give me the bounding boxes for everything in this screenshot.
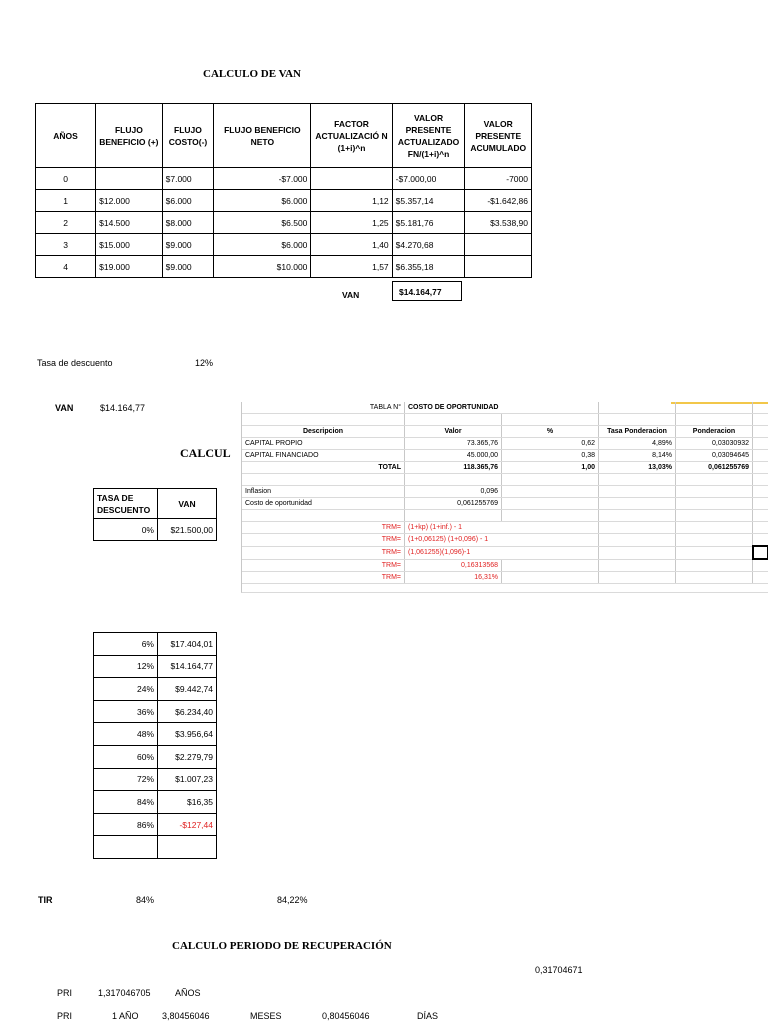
trm-value: (1+0,06125) (1+0,096) - 1	[405, 534, 599, 547]
trm-label: TRM=	[242, 534, 405, 547]
van2-label: VAN	[55, 403, 74, 413]
cell: $5.357,14	[392, 190, 465, 212]
cell: -$7.000	[214, 168, 311, 190]
pri-unit: AÑOS	[175, 988, 201, 998]
tasa-label: Tasa de descuento	[37, 358, 113, 368]
cell: 0,03030932	[676, 438, 753, 450]
trm-label: TRM=	[242, 522, 405, 534]
header-factor: FACTOR ACTUALIZACIÓ N (1+i)^n	[311, 104, 392, 168]
inflasion-value: 0,096	[405, 486, 502, 498]
cell: 2	[36, 212, 96, 234]
van2-value: $14.164,77	[100, 403, 146, 413]
cell: 13,03%	[599, 462, 676, 474]
cell: $15.000	[96, 234, 162, 256]
cell: -$7.000,00	[392, 168, 465, 190]
cell: 8,14%	[599, 450, 676, 462]
inflasion-label: Inflasion	[242, 486, 405, 498]
header-van: VAN	[158, 489, 217, 519]
van-title: CALCULO DE VAN	[203, 68, 302, 80]
table-row	[94, 678, 217, 701]
cell: 0,62	[502, 438, 599, 450]
cell: 1,00	[502, 462, 599, 474]
table-row	[94, 519, 217, 541]
cell: 84%	[94, 791, 158, 814]
tir-value-2: 84,22%	[277, 895, 308, 905]
table-row	[94, 836, 217, 859]
cell: $1.007,23	[158, 768, 217, 791]
cell: $6.000	[162, 190, 214, 212]
cell: -7000	[465, 168, 532, 190]
cell: $3.956,64	[158, 723, 217, 746]
cell: 72%	[94, 768, 158, 791]
cell: $6.355,18	[392, 256, 465, 278]
trm-value: (1+kp) (1+inf.) - 1	[405, 522, 599, 534]
calculo-partial-title: CALCUL	[180, 446, 231, 460]
cell: 0,061255769	[676, 462, 753, 474]
tasa-value: 12%	[195, 358, 214, 368]
van-table	[35, 103, 532, 278]
cell	[311, 168, 392, 190]
table-row	[94, 723, 217, 746]
pri-days-value: 0,80456046	[322, 1011, 370, 1021]
cell: $2.279,79	[158, 745, 217, 768]
cell: CAPITAL PROPIO	[242, 438, 405, 450]
cell: $8.000	[162, 212, 214, 234]
cell	[96, 168, 162, 190]
table-row	[242, 462, 768, 474]
cell: $10.000	[214, 256, 311, 278]
table-row	[94, 791, 217, 814]
cell: 1,12	[311, 190, 392, 212]
cell: $6.234,40	[158, 700, 217, 723]
cell: 86%	[94, 813, 158, 836]
pri-value: 1,317046705	[98, 988, 151, 998]
table-row	[94, 655, 217, 678]
pri-months-label: MESES	[250, 1011, 282, 1021]
pri-years: 1 AÑO	[112, 1011, 139, 1021]
trm-label: TRM=	[242, 559, 405, 572]
header-flujo-beneficio: FLUJO BENEFICIO (+)	[96, 104, 162, 168]
cell: 48%	[94, 723, 158, 746]
cell: 73.365,76	[405, 438, 502, 450]
trm-value: (1,061255)(1,096)-1	[405, 546, 599, 559]
cell: $9.000	[162, 234, 214, 256]
cell: 1,25	[311, 212, 392, 234]
cell	[94, 836, 158, 859]
tir-value-1: 84%	[136, 895, 155, 905]
cell: 1,40	[311, 234, 392, 256]
sensitivity-table	[93, 632, 217, 859]
table-row	[94, 700, 217, 723]
pri-days-label: DÍAS	[417, 1011, 439, 1021]
costo-title-a: TABLA N°	[242, 402, 405, 414]
cell: TOTAL	[242, 462, 405, 474]
table-row	[242, 438, 768, 450]
van-result-value: $14.164,77	[392, 281, 462, 301]
header-flujo-neto: FLUJO BENEFICIO NETO	[214, 104, 311, 168]
cell: 0,03094645	[676, 450, 753, 462]
cell: 0,38	[502, 450, 599, 462]
cell: -$1.642,86	[465, 190, 532, 212]
header-valor-acumulado: VALOR PRESENTE ACUMULADO	[465, 104, 532, 168]
sensitivity-header-table	[93, 488, 217, 541]
costo-oportunidad-sheet	[241, 402, 768, 593]
pri-extra-value: 0,31704671	[535, 965, 583, 975]
costo-title-b: COSTO DE OPORTUNIDAD	[405, 402, 599, 414]
table-row	[242, 450, 768, 462]
trm-value: 16,31%	[405, 572, 502, 584]
col-tasa-ponderacion: Tasa Ponderacion	[599, 426, 676, 438]
costo-oportunidad-label: Costo de oportunidad	[242, 498, 405, 510]
cell: 60%	[94, 745, 158, 768]
cell: 1,57	[311, 256, 392, 278]
col-porcentaje: %	[502, 426, 599, 438]
table-row	[94, 768, 217, 791]
table-row	[36, 212, 532, 234]
cell: 0	[36, 168, 96, 190]
cell: -$127,44	[158, 813, 217, 836]
table-row	[94, 633, 217, 656]
cell: $14.164,77	[158, 655, 217, 678]
cell: $21.500,00	[158, 519, 217, 541]
cell: $17.404,01	[158, 633, 217, 656]
van-result-label: VAN	[342, 290, 360, 300]
cell: 4	[36, 256, 96, 278]
col-ponderacion: Ponderacion	[676, 426, 753, 438]
header-valor-presente: VALOR PRESENTE ACTUALIZADO FN/(1+i)^n	[392, 104, 465, 168]
table-row	[94, 745, 217, 768]
trm-value: 0,16313568	[405, 559, 502, 572]
cell	[465, 234, 532, 256]
trm-label: TRM=	[242, 572, 405, 584]
cell: $14.500	[96, 212, 162, 234]
cell: CAPITAL FINANCIADO	[242, 450, 405, 462]
cell: $9.000	[162, 256, 214, 278]
cell: $19.000	[96, 256, 162, 278]
cell	[465, 256, 532, 278]
cell: 24%	[94, 678, 158, 701]
header-flujo-costo: FLUJO COSTO(-)	[162, 104, 214, 168]
selected-cell[interactable]	[753, 546, 768, 559]
table-row	[36, 256, 532, 278]
cell: $6.000	[214, 190, 311, 212]
pri-title: CALCULO PERIODO DE RECUPERACIÓN	[172, 940, 392, 952]
cell: 4,89%	[599, 438, 676, 450]
cell: $7.000	[162, 168, 214, 190]
cell: $4.270,68	[392, 234, 465, 256]
cell: 45.000,00	[405, 450, 502, 462]
header-anos: AÑOS	[36, 104, 96, 168]
cell: $3.538,90	[465, 212, 532, 234]
cell: $6.000	[214, 234, 311, 256]
table-row	[94, 813, 217, 836]
trm-label: TRM=	[242, 546, 405, 559]
tir-label: TIR	[38, 895, 53, 905]
cell: $5.181,76	[392, 212, 465, 234]
pri-months-value: 3,80456046	[162, 1011, 210, 1021]
col-valor: Valor	[405, 426, 502, 438]
table-row	[36, 234, 532, 256]
cell: 0%	[94, 519, 158, 541]
cell: 3	[36, 234, 96, 256]
cell: 6%	[94, 633, 158, 656]
costo-table	[242, 402, 768, 584]
col-descripcion: Descripcion	[242, 426, 405, 438]
cell: 12%	[94, 655, 158, 678]
cell: 36%	[94, 700, 158, 723]
cell: 1	[36, 190, 96, 212]
pri-label: PRI	[57, 988, 73, 998]
costo-oportunidad-value: 0,061255769	[405, 498, 502, 510]
table-row	[36, 190, 532, 212]
table-row	[36, 168, 532, 190]
pri-label: PRI	[57, 1011, 73, 1021]
cell: $6.500	[214, 212, 311, 234]
header-tasa: TASA DE DESCUENTO	[94, 489, 158, 519]
cell	[158, 836, 217, 859]
cell: 118.365,76	[405, 462, 502, 474]
cell: $9.442,74	[158, 678, 217, 701]
cell: $12.000	[96, 190, 162, 212]
cell: $16,35	[158, 791, 217, 814]
